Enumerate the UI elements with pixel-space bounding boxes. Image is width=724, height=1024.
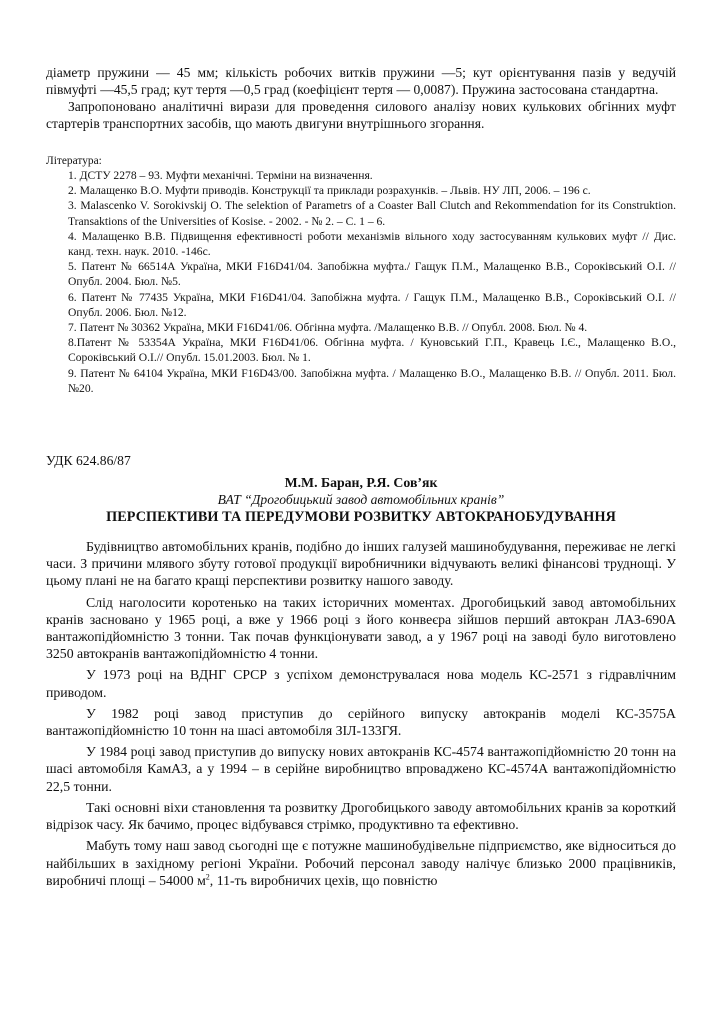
body-paragraph: У 1973 році на ВДНГ СРСР з успіхом демонструвалася нова модель КС-2571 з гідравлічним приводом.	[46, 667, 676, 700]
literature-item: 9. Патент № 64104 Україна, МКИ F16D43/00. Запобіжна муфта. / Малащенко В.О., Малащенко В.В. // Опубл. 2011. Бюл. №20.	[68, 366, 676, 395]
body-paragraph: Слід наголосити коротенько на таких історичних моментах. Дрогобицький завод автомобільних кранів засновано у 1965 році, а вже у 1966 році з його конвеєра зійшов перший автокран ЛАЗ-690А вантажопідйомністю 3 тонни. Так почав функціонувати завод, а у 1967 році на заводі було виготовлено 3250 автокранів вантажопідйомністю 4 тонни.	[46, 594, 676, 662]
superscript-square: 2	[205, 872, 210, 882]
literature-item: 6. Патент № 77435 Україна, МКИ F16D41/04. Запобіжна муфта. / Гащук П.М., Малащенко В.В., Сороківський О.І. // Опубл. 2006. Бюл. №12.	[68, 290, 676, 319]
body-paragraph: Будівництво автомобільних кранів, подібно до інших галузей машинобудування, переживає не легкі часи. З причини млявого збуту готової продукції виробничники відчувають великі фінансові труднощі. У цьому плані не на багато кращі перспективи розвитку нашого заводу.	[46, 539, 676, 589]
literature-item: 1. ДСТУ 2278 – 93. Муфти механічні. Терміни на визначення.	[68, 169, 373, 182]
article-organization: ВАТ “Дрогобицький завод автомобільних кранів”	[217, 492, 505, 508]
literature-list	[46, 168, 676, 396]
article-title: ПЕРСПЕКТИВИ ТА ПЕРЕДУМОВИ РОЗВИТКУ АВТОКРАНОБУДУВАННЯ	[106, 509, 616, 526]
last-paragraph-tail: , 11-ть виробничих цехів, що повністю	[209, 872, 438, 888]
literature-item: 2. Малащенко В.О. Муфти приводів. Конструкції та приклади розрахунків. – Львів. НУ ЛП, 2006. – 196 с.	[68, 184, 591, 198]
conclusion-paragraph: Запропоновано аналітичні вирази для проведення силового аналізу нових кулькових обгінних муфт стартерів транспортних засобів, що мають двигуни внутрішнього згорання.	[46, 99, 676, 131]
body-paragraph: У 1982 році завод приступив до серійного випуску автокранів моделі КС-3575А вантажопідйомністю 10 тонн на шасі автомобіля ЗІЛ-133ГЯ.	[46, 705, 676, 739]
literature-item: 7. Патент № 30362 Україна, МКИ F16D41/06. Обгінна муфта. /Малащенко В.В. // Опубл. 2008. Бюл. № 4.	[68, 321, 588, 335]
literature-item: 5. Патент № 66514А Україна, МКИ F16D41/04. Запобіжна муфта./ Гащук П.М., Малащенко В.В., Сороківський О.І. // Опубл. 2004. Бюл. №5.	[68, 260, 676, 289]
body-paragraph-last	[46, 837, 676, 889]
article-body	[46, 538, 676, 889]
continued-paragraph: діаметр пружини — 45 мм; кількість робочих витків пружини —5; кут орієнтування пазів у ведучій півмуфті —45,5 град; кут тертя —0,5 град (коефіцієнт тертя — 0,0087). Пружина застосована стандартна.	[46, 65, 676, 97]
literature-item: 3. Malascenko V. Sorokivskij O. The selektion of Parametrs of a Coaster Ball Clutch and Rekommendation for its Construktion. Transaktions of the Universities of Kosise. - 2002. - № 2. – С. 1 – 6.	[68, 199, 676, 228]
last-paragraph-text: Мабуть тому наш завод сьогодні ще є потужне машинобудівельне підприємство, яке відноситься до найбільших в західному регіоні України. Робочий персонал заводу налічує близько 2000 працівників, виробничі площі – 54000 м	[46, 838, 676, 888]
udk-code: УДК 624.86/87	[46, 453, 131, 469]
body-paragraph: Такі основні віхи становлення та розвитку Дрогобицького заводу автомобільних кранів за короткий відрізок часу. Як бачимо, процес відбувався стрімко, продуктивно та ефективно.	[46, 799, 676, 833]
body-paragraph: У 1984 році завод приступив до випуску нових автокранів КС-4574 вантажопідйомністю 20 тонн на шасі автомобіля КамАЗ, а у 1994 – в серійне виробництво впроваджено КС-4574А вантажопідйомністю 22,5 тонни.	[46, 744, 676, 794]
article-authors: М.М. Баран, Р.Я. Сов’як	[284, 475, 438, 491]
literature-item: 8.Патент № 53354А Україна, МКИ F16D41/06. Обгінна муфта. / Куновський Г.П., Кравець І.Є., Малащенко В.О., Сороківський О.І.// Опубл. 15.01.2003. Бюл. № 1.	[68, 336, 676, 365]
literature-heading: Література:	[46, 155, 102, 167]
literature-item: 4. Малащенко В.В. Підвищення ефективності роботи механізмів вільного ходу застосуванням кулькових муфт // Дис. канд. техн. наук. 2010. -146с.	[68, 229, 676, 259]
document-page	[46, 64, 676, 893]
